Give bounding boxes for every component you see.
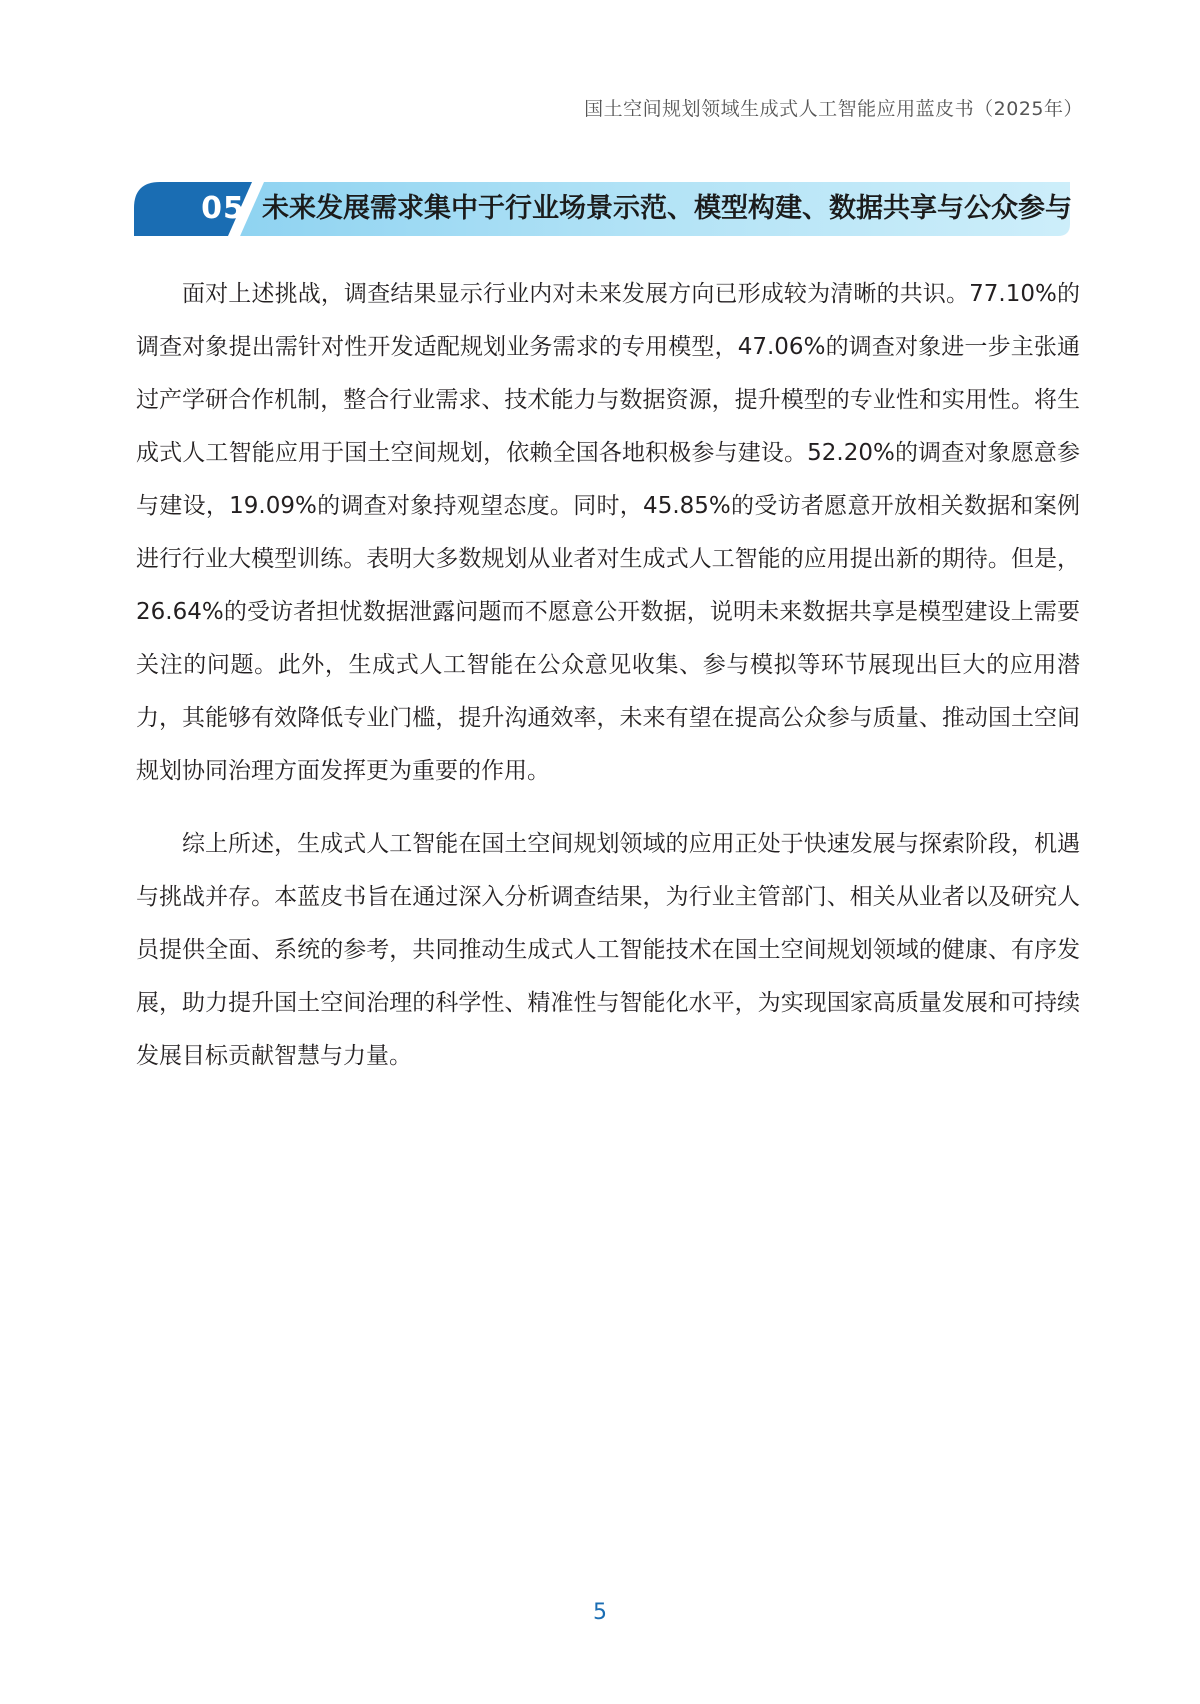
section-title: 未来发展需求集中于行业场景示范、模型构建、数据共享与公众参与 <box>262 193 1072 224</box>
section-number: 05 <box>201 191 245 226</box>
page-number: 5 <box>593 1600 607 1625</box>
paragraph-1: 面对上述挑战，调查结果显示行业内对未来发展方向已形成较为清晰的共识。77.10%的调查对象提出需针对性开发适配规划业务需求的专用模型，47.06%的调查对象进一步主张通过产学研合作机制，整合行业需求、技术能力与数据资源，提升模型的专业性和实用性。将生成式人工智能应用于国土空间规划，依赖全国各地积极参与建设。52.20%的调查对象愿意参与建设，19.09%的调查对象持观望态度。同时，45.85%的受访者愿意开放相关数据和案例进行行业大模型训练。表明大多数规划从业者对生成式人工智能的应用提出新的期待。但是，26.64%的受访者担忧数据泄露问题而不愿意公开数据，说明未来数据共享是模型建设上需要关注的问题。此外，生成式人工智能在公众意见收集、参与模拟等环节展现出巨大的应用潜力，其能够有效降低专业门槛，提升沟通效率，未来有望在提高公众参与质量、推动国土空间规划协同治理方面发挥更为重要的作用。 <box>136 281 1080 784</box>
running-header: 国土空间规划领域生成式人工智能应用蓝皮书（2025年） <box>584 98 1083 120</box>
paragraph-2: 综上所述，生成式人工智能在国土空间规划领域的应用正处于快速发展与探索阶段，机遇与挑战并存。本蓝皮书旨在通过深入分析调查结果，为行业主管部门、相关从业者以及研究人员提供全面、系统的参考，共同推动生成式人工智能技术在国土空间规划领域的健康、有序发展，助力提升国土空间治理的科学性、精准性与智能化水平，为实现国家高质量发展和可持续发展目标贡献智慧与力量。 <box>136 831 1080 1069</box>
section-banner <box>134 182 1070 236</box>
body-text <box>136 268 1080 1103</box>
